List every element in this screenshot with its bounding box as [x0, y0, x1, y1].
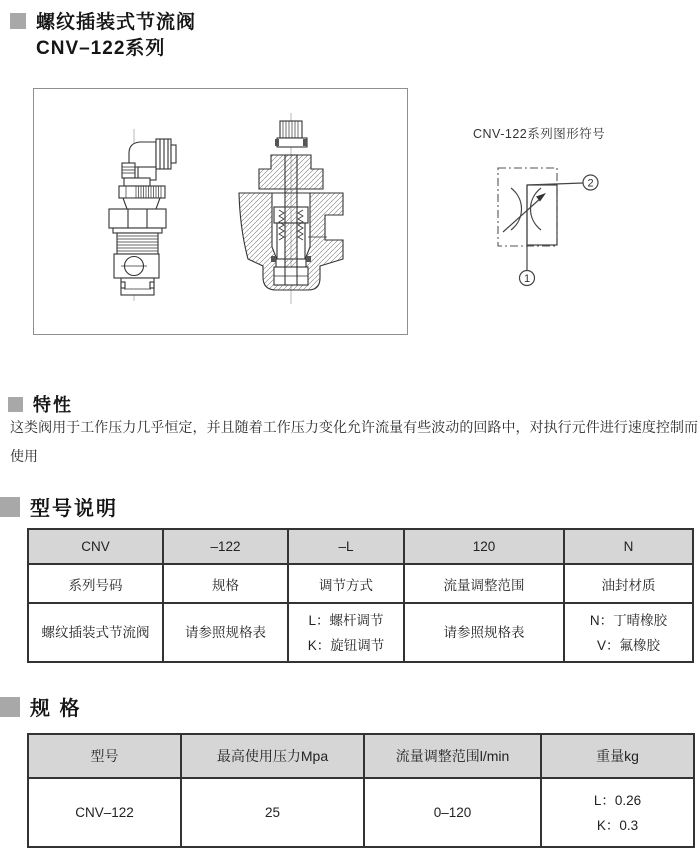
section-bullet-icon [0, 497, 20, 517]
model-number-table [27, 528, 694, 663]
port-2-label: 2 [587, 177, 594, 190]
spec-header-cell: 流量调整范围l/min [364, 734, 541, 778]
features-paragraph: 这类阀用于工作压力几乎恒定，并且随着工作压力变化允许流量有些波动的回路中，对执行元件进行速度控制而使用 [10, 419, 698, 464]
page-title-block [10, 7, 196, 34]
detail-cell: 请参照规格表 [163, 603, 288, 662]
code-cell: N [564, 529, 693, 564]
label-cell: 规格 [163, 564, 288, 603]
throttle-valve-symbol [480, 158, 610, 297]
spec-header-cell: 重量kg [541, 734, 694, 778]
model-detail-row [28, 603, 693, 662]
page-subtitle: CNV–122系列 [36, 38, 166, 59]
technical-drawing-box [33, 88, 408, 335]
spec-header-cell: 最高使用压力Mpa [181, 734, 364, 778]
valve-cross-section-drawing [239, 113, 343, 304]
section-bullet-icon [0, 697, 20, 717]
model-heading: 型号说明 [30, 498, 118, 520]
label-cell: 油封材质 [564, 564, 693, 603]
symbol-caption: CNV-122系列图形符号 [473, 127, 606, 141]
label-cell: 流量调整范围 [404, 564, 564, 603]
spec-heading-block [0, 692, 82, 721]
spec-header-row [28, 734, 694, 778]
detail-cell: 螺纹插装式节流阀 [28, 603, 163, 662]
model-code-row [28, 529, 693, 564]
features-heading: 特性 [33, 395, 73, 415]
valve-drawings [34, 89, 407, 334]
port-1-label: 1 [523, 273, 531, 285]
spec-cell-pressure: 25 [181, 778, 364, 847]
code-cell: CNV [28, 529, 163, 564]
spec-header-cell: 型号 [28, 734, 181, 778]
label-cell: 系列号码 [28, 564, 163, 603]
model-label-row [28, 564, 693, 603]
section-bullet-icon [8, 397, 23, 412]
label-cell: 调节方式 [288, 564, 404, 603]
detail-cell: N：丁晴橡胶 V：氟橡胶 [564, 603, 693, 662]
spec-cell-flow: 0–120 [364, 778, 541, 847]
spec-cell-weight: L：0.26 K：0.3 [541, 778, 694, 847]
section-bullet-icon [10, 13, 26, 29]
page-title: 螺纹插装式节流阀 [36, 12, 197, 33]
spec-heading: 规 格 [30, 698, 82, 720]
model-heading-block [0, 492, 118, 521]
code-cell: –L [288, 529, 404, 564]
spec-cell-model: CNV–122 [28, 778, 181, 847]
spec-table [27, 733, 695, 848]
valve-external-drawing [109, 129, 176, 301]
code-cell: –122 [163, 529, 288, 564]
detail-cell: L：螺杆调节 K：旋钮调节 [288, 603, 404, 662]
code-cell: 120 [404, 529, 564, 564]
detail-cell: 请参照规格表 [404, 603, 564, 662]
spec-data-row [28, 778, 694, 847]
